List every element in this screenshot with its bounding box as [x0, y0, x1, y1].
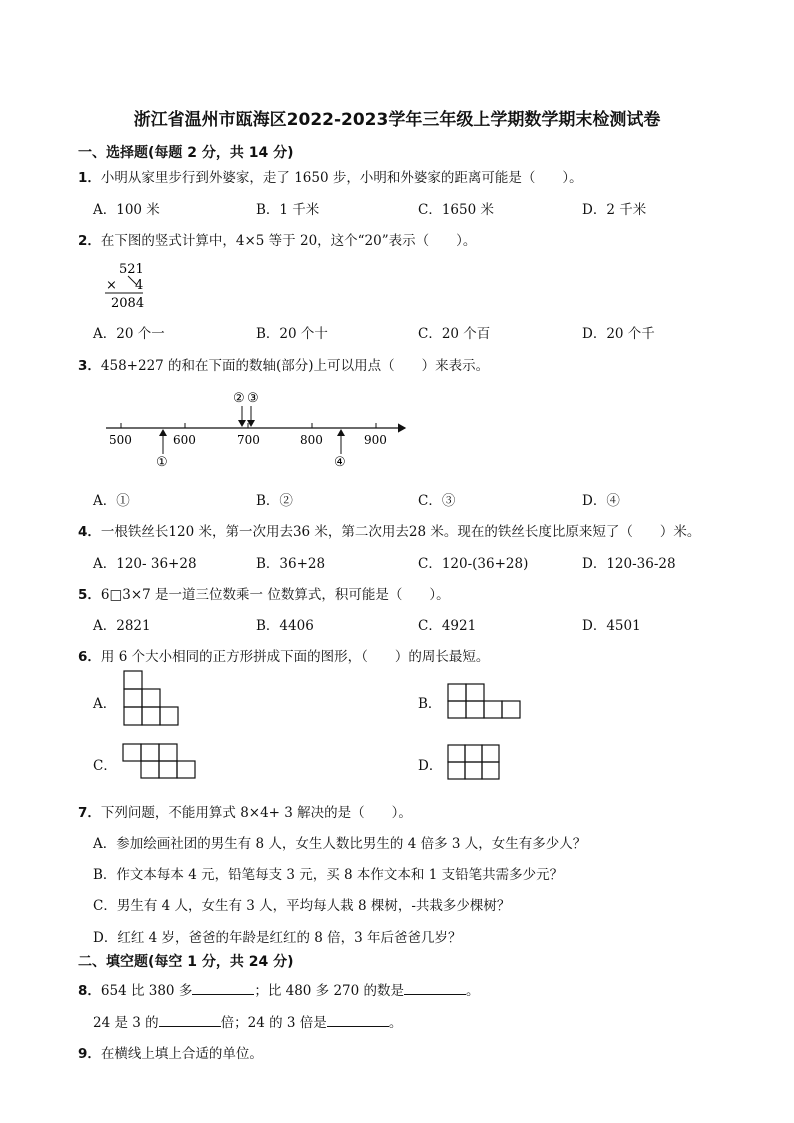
q2-option-b[interactable]: B．20 个十	[256, 326, 328, 342]
question-number: 8．	[78, 983, 101, 999]
axis-label-600: 600	[173, 433, 196, 447]
q8-text-1b: ；比 480 多 270 的数是	[254, 983, 405, 999]
question-text: 在下图的竖式计算中，4×5 等于 20，这个“20”表示（ ）。	[100, 233, 477, 249]
question-text: 一根铁丝长120 米，第一次用去36 米，第二次用去28 米。现在的铁丝长度比原来短了（ ）米。	[100, 524, 701, 540]
question-5	[78, 583, 450, 603]
question-number: 7．	[78, 805, 101, 821]
axis-label-500: 500	[109, 433, 132, 447]
question-2	[78, 229, 476, 249]
q6-option-a[interactable]: A．	[93, 696, 117, 712]
q8-text-2b: 倍；24 的 3 倍是	[220, 1015, 327, 1031]
q6-option-c[interactable]: C．	[93, 758, 117, 774]
question-number: 1．	[78, 170, 101, 186]
q6-shape-a	[122, 669, 182, 727]
question-number: 6．	[78, 649, 101, 665]
q6-shape-d	[446, 743, 502, 781]
answer-blank[interactable]	[159, 1014, 221, 1027]
q2-option-c[interactable]: C．20 个百	[418, 326, 491, 342]
question-6	[78, 645, 489, 665]
q8-text-2c: 。	[388, 1015, 403, 1031]
q3-option-a[interactable]: A．①	[93, 493, 130, 509]
answer-blank[interactable]	[404, 982, 466, 995]
question-1	[78, 166, 583, 186]
q5-option-d[interactable]: D．4501	[582, 618, 641, 634]
calc-operator: ×	[106, 278, 117, 293]
q6-option-d[interactable]: D．	[418, 758, 443, 774]
question-4	[78, 520, 700, 540]
question-text: 在横线上填上合适的单位。	[100, 1046, 263, 1062]
q2-option-d[interactable]: D．20 个千	[582, 326, 655, 342]
q7-option-a[interactable]: A．参加绘画社团的男生有 8 人，女生人数比男生的 4 倍多 3 人，女生有多少人？	[93, 836, 587, 852]
q5-option-c[interactable]: C．4921	[418, 618, 477, 634]
number-line-figure	[100, 386, 420, 472]
q6-shape-c	[121, 742, 201, 782]
question-8-line-2	[93, 1011, 402, 1031]
axis-label-900: 900	[364, 433, 387, 447]
marker-2-label: ②	[233, 391, 245, 406]
q2-option-a[interactable]: A．20 个一	[93, 326, 165, 342]
question-number: 2．	[78, 233, 101, 249]
q5-option-b[interactable]: B．4406	[256, 618, 314, 634]
question-9	[78, 1042, 263, 1062]
question-text: 6□3×7 是一道三位数乘一 位数算式，积可能是（ ）。	[100, 587, 450, 603]
q1-option-d[interactable]: D．2 千米	[582, 202, 647, 218]
marker-1-label: ①	[156, 455, 168, 470]
q1-option-a[interactable]: A．100 米	[93, 202, 160, 218]
q4-option-c[interactable]: C．120-(36+28)	[418, 556, 529, 572]
question-3	[78, 354, 489, 374]
calc-top-number: 521	[119, 262, 144, 277]
q6-option-b[interactable]: B．	[418, 696, 442, 712]
marker-3-label: ③	[247, 391, 259, 406]
q4-option-d[interactable]: D．120-36-28	[582, 556, 676, 572]
q5-option-a[interactable]: A．2821	[93, 618, 151, 634]
calc-multiplier: 4	[135, 278, 144, 293]
vertical-multiplication-figure	[100, 258, 160, 312]
question-8	[78, 979, 480, 999]
q3-option-c[interactable]: C．③	[418, 493, 456, 509]
q1-option-b[interactable]: B．1 千米	[256, 202, 320, 218]
question-number: 4．	[78, 524, 101, 540]
calc-result: 2084	[111, 296, 145, 311]
q4-option-a[interactable]: A．120- 36+28	[93, 556, 197, 572]
q8-text-1c: 。	[466, 983, 480, 999]
answer-blank[interactable]	[192, 982, 254, 995]
question-number: 3．	[78, 358, 101, 374]
q6-shape-b	[446, 682, 522, 722]
question-text: 小明从家里步行到外婆家，走了 1650 步，小明和外婆家的距离可能是（ ）。	[100, 170, 583, 186]
question-number: 5．	[78, 587, 101, 603]
q8-text-2a: 24 是 3 的	[93, 1015, 159, 1031]
axis-label-700: 700	[237, 433, 260, 447]
q3-option-d[interactable]: D．④	[582, 493, 620, 509]
answer-blank[interactable]	[327, 1014, 389, 1027]
q4-option-b[interactable]: B．36+28	[256, 556, 326, 572]
question-7	[78, 801, 412, 821]
marker-4-label: ④	[334, 455, 346, 470]
axis-label-800: 800	[300, 433, 323, 447]
q7-option-b[interactable]: B．作文本每本 4 元，铅笔每支 3 元，买 8 本作文本和 1 支铅笔共需多少元？	[93, 867, 564, 883]
question-number: 9．	[78, 1046, 101, 1062]
question-text: 用 6 个大小相同的正方形拼成下面的图形，（ ）的周长最短。	[100, 649, 490, 665]
q8-text-1a: 654 比 380 多	[100, 983, 193, 999]
q3-option-b[interactable]: B．②	[256, 493, 293, 509]
question-text: 下列问题，不能用算式 8×4+ 3 解决的是（ ）。	[100, 805, 412, 821]
q7-option-c[interactable]: C．男生有 4 人，女生有 3 人，平均每人栽 8 棵树，-共栽多少棵树？	[93, 898, 511, 914]
section-heading-fill: 二、填空题(每空 1 分，共 24 分)	[78, 954, 294, 970]
page-title: 浙江省温州市瓯海区2022-2023学年三年级上学期数学期末检测试卷	[133, 110, 661, 130]
question-text: 458+227 的和在下面的数轴(部分)上可以用点（ ）来表示。	[100, 358, 490, 374]
section-heading-choice: 一、选择题(每题 2 分，共 14 分)	[78, 145, 294, 161]
q7-option-d[interactable]: D．红红 4 岁，爸爸的年龄是红红的 8 倍，3 年后爸爸几岁？	[93, 930, 462, 946]
q1-option-c[interactable]: C．1650 米	[418, 202, 494, 218]
